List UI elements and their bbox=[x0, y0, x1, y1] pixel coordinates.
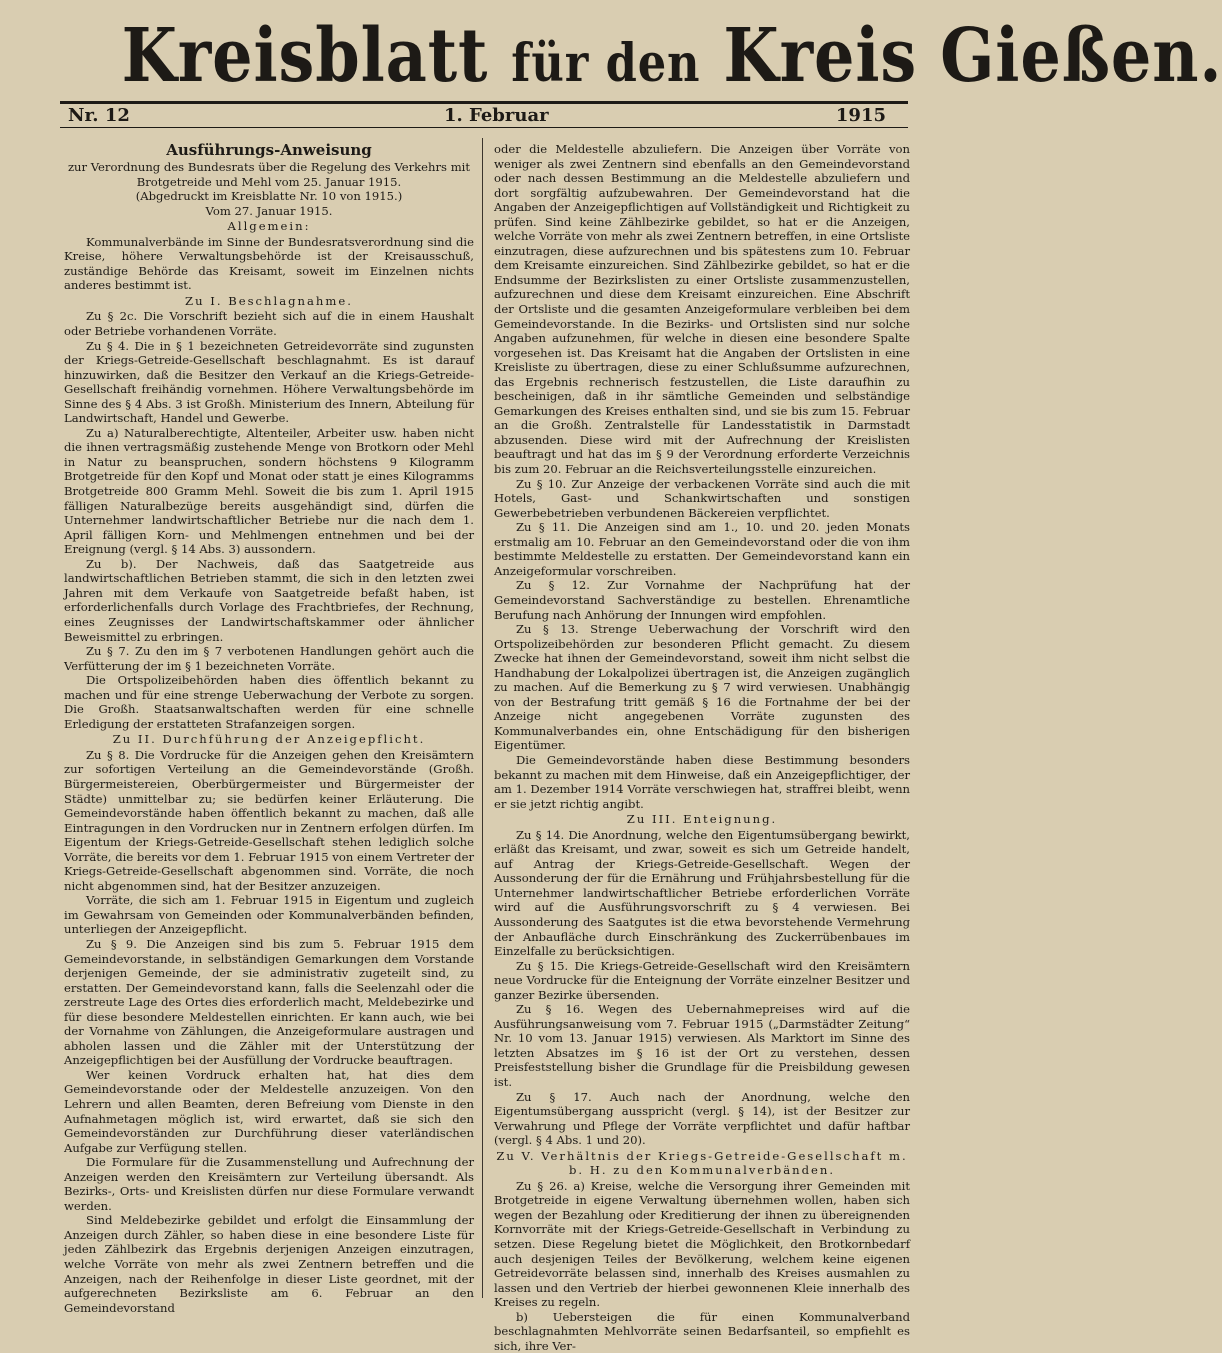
paragraph-17: Zu § 17. Auch nach der Anordnung, welche den Eigentumsübergang ausspricht (vergl. § 14), ist der Besitzer zur Verwahrung und Pflege der Vorräte verpflichtet und dafür haftbar (vergl. § 4 Abs. 1 und 20). bbox=[494, 1089, 910, 1148]
paragraph-16: Zu § 16. Wegen des Uebernahmepreises wird auf die Ausführungsanweisung vom 7. Februar 1915 („Darmstädter Zeitung“ Nr. 10 vom 13. Januar 1915) verwiesen. Als Marktort im Sinne des letzten Absatzes im § 16 ist der Ort zu verstehen, dessen Preisfeststellung bisher die Grundlage für die Preisbildung gewesen ist. bbox=[494, 1002, 910, 1089]
column-divider bbox=[482, 138, 483, 1298]
dateline bbox=[68, 104, 886, 128]
left-column bbox=[64, 141, 474, 1315]
paragraph-vorraete: Vorräte, die sich am 1. Februar 1915 in Eigentum und zugleich im Gewahrsam von Gemeinden oder Kommunalverbänden befinden, unterliegen der Anzeigepflicht. bbox=[64, 893, 474, 937]
section-heading-3: Zu III. Enteignung. bbox=[626, 812, 778, 827]
paragraph-b: Zu b). Der Nachweis, daß das Saatgetreide aus landwirtschaftlichen Betrieben stammt, die sich in den letzten zwei Jahren mit dem Verkaufe von Saatgetreide befaßt haben, ist erforderlichenfalls durch Vorlage des Frachtbriefes, der Rechnung, eines Zeugnisses der Landwirtschaftskammer oder ähnlicher Beweismittel zu erbringen. bbox=[64, 556, 474, 644]
paragraph-7: Zu § 7. Zu den im § 7 verbotenen Handlungen gehört auch die Verfütterung der im § 1 bezeichneten Vorräte. bbox=[64, 644, 474, 673]
paragraph-15: Zu § 15. Die Kriegs-Getreide-Gesellschaft wird den Kreisämtern neue Vordrucke für die Enteignung der Vorräte einzelner Besitzer und ganzer Bezirke übersenden. bbox=[494, 958, 910, 1002]
paragraph-continued: oder die Meldestelle abzuliefern. Die Anzeigen über Vorräte von weniger als zwei Zentnern sind ebenfalls an den Gemeindevorstand oder nach dessen Bestimmung an die Meldestelle abzuliefern und dort sorgfältig aufzubewahren. Der Gemeindevorstand hat die Angaben der Anzeigepflichtigen auf Vollständigkeit und Richtigkeit zu prüfen. Sind keine Zählbezirke gebildet, so hat er die Anzeigen, welche Vorräte von mehr als zwei Zentnern betreffen, in eine Ortsliste einzutragen, diese aufzurechnen und bis spätestens zum 10. Februar dem Kreisamte einzureichen. Sind Zählbezirke gebildet, so hat er die Endsumme der Bezirkslisten zu einer Ortsliste zusammenzustellen, aufzurechnen und diese dem Kreisamt einzureichen. Eine Abschrift der Ortsliste und die gesamten Anzeigeformulare verbleiben bei dem Gemeindevorstande. In die Bezirks- und Ortslisten sind nur solche Angaben aufzunehmen, für welche in diesen eine besondere Spalte vorgesehen ist. Das Kreisamt hat die Angaben der Ortslisten in eine Kreisliste zu übertragen, diese zu einer Schlußsumme aufzurechnen, das Ergebnis rechnerisch festzustellen, die Liste daraufhin zu bescheinigen, daß in ihr sämtliche Gemeinden und selbständige Gemarkungen des Kreises enthalten sind, und sie bis zum 15. Februar an die Großh. Zentralstelle für Landesstatistik in Darmstadt abzusenden. Diese wird mit der Aufrechnung der Kreislisten beauftragt und hat das im § 9 der Verordnung erforderte Verzeichnis bis zum 20. Februar an die Reichsverteilungsstelle einzureichen. bbox=[494, 142, 910, 477]
paragraph-keinen: Wer keinen Vordruck erhalten hat, hat dies dem Gemeindevorstande oder der Meldestelle anzuzeigen. Von den Lehrern und allen Beamten, deren Befreiung vom Dienste in den Aufnahmetagen möglich ist, wird erwartet, daß sie sich den Gemeindevorständen zur Durchführung dieser vaterländischen Aufgabe zur Verfügung stellen. bbox=[64, 1067, 474, 1155]
paragraph-2c: Zu § 2c. Die Vorschrift bezieht sich auf die in einem Haushalt oder Betriebe vorhandenen Vorräte. bbox=[64, 309, 474, 339]
issue-number: Nr. 12 bbox=[68, 105, 130, 126]
general-heading: Allgemein: bbox=[227, 219, 311, 234]
paragraph-26: Zu § 26. a) Kreise, welche die Versorgung ihrer Gemeinden mit Brotgetreide in eigene Verwaltung übernehmen wollen, haben sich wegen der Bezahlung oder Kreditierung der ihnen zu übereignenden Kornvorräte mit der Kriegs-Getreide-Gesellschaft in Verbindung zu setzen. Diese Regelung bietet die Möglichkeit, den Brotkornbedarf auch desjenigen Teiles der Bevölkerung, welchem keine eigenen Getreidevorräte belassen sind, innerhalb des Kreises ausmahlen zu lassen und den Vertrieb der hierbei gewonnenen Kleie innerhalb des Kreises zu regeln. bbox=[494, 1178, 910, 1310]
paragraph-9: Zu § 9. Die Anzeigen sind bis zum 5. Februar 1915 dem Gemeindevorstande, in selbständigen Gemarkungen dem Vorstande derjenigen Gemeinde, der sie administrativ zugeteilt sind, zu erstatten. Der Gemeindevorstand kann, falls die Seelenzahl oder die zerstreute Lage des Ortes dies erforderlich macht, Meldebezirke und für diese besondere Meldestellen einrichten. Er kann auch, wie bei der Vornahme von Zählungen, die Anzeigeformulare austragen und abholen lassen und die Zähler mit der Unterstützung der Anzeigepflichtigen bei der Ausfüllung der Vordrucke beauftragen. bbox=[64, 936, 474, 1068]
paragraph-14: Zu § 14. Die Anordnung, welche den Eigentumsübergang bewirkt, erläßt das Kreisamt, und zwar, soweit es sich um Getreide handelt, auf Antrag der Kriegs-Getreide-Gesellschaft. Wegen der Aussonderung der für die Ernährung und Frühjahrsbestellung für die Unternehmer landwirtschaftlicher Betriebe erforderlichen Vorräte wird auf die Ausführungsvorschrift zu § 4 verwiesen. Bei Aussonderung des Saatgutes ist die etwa bevorstehende Vermehrung der Anbaufläche durch Einschränkung des Zuckerrübenbaues im Einzelfalle zu berücksichtigen. bbox=[494, 827, 910, 959]
paragraph-26b: b) Uebersteigen die für einen Kommunalverband beschlagnahmten Mehlvorräte seinen Bedarfsanteil, so empfiehlt es sich, ihre Ver- bbox=[494, 1309, 910, 1353]
article-subheading: zur Verordnung des Bundesrats über die Regelung des Verkehrs mit Brotgetreide und Mehl vom 25. Januar 1915. bbox=[67, 160, 471, 189]
section-heading-5: Zu V. Verhältnis der Kriegs-Getreide-Gesellschaft m. b. H. zu den Kommunalverbänden. bbox=[496, 1148, 908, 1178]
paragraph-gemeinde: Die Gemeindevorstände haben diese Bestimmung besonders bekannt zu machen mit dem Hinweise, daß ein Anzeigepflichtiger, der am 1. Dezember 1914 Vorräte verschwiegen hat, straffrei bleibt, wenn er sie jetzt richtig angibt. bbox=[494, 752, 910, 811]
masthead-title bbox=[121, 12, 1222, 100]
masthead-title-part-1: Kreisblatt bbox=[121, 13, 489, 99]
masthead-title-part-3: Kreis Gießen. bbox=[723, 13, 1222, 99]
masthead-title-part-2: für den bbox=[511, 33, 701, 94]
section-heading-2: Zu II. Durchführung der Anzeigepflicht. bbox=[112, 732, 426, 747]
paragraph-12: Zu § 12. Zur Vornahme der Nachprüfung hat der Gemeindevorstand Sachverständige zu bestellen. Ehrenamtliche Berufung nach Anhörung der Innungen wird empfohlen. bbox=[494, 578, 910, 622]
masthead-rule-bottom bbox=[60, 127, 908, 128]
reprint-note: (Abgedruckt im Kreisblatte Nr. 10 von 1915.) bbox=[135, 189, 403, 204]
paragraph-general: Kommunalverbände im Sinne der Bundesratsverordnung sind die Kreise, höhere Verwaltungsbehörde ist der Kreisausschuß, zuständige Behörde das Kreisamt, soweit im Einzelnen nichts anderes bestimmt ist. bbox=[64, 234, 474, 293]
issue-year: 1915 bbox=[835, 105, 886, 126]
section-heading-1: Zu I. Beschlagnahme. bbox=[185, 293, 353, 308]
issue-date: 1. Februar bbox=[444, 105, 549, 126]
paragraph-a: Zu a) Naturalberechtigte, Altenteiler, Arbeiter usw. haben nicht die ihnen vertragsmäßig zustehende Menge von Brotkorn oder Mehl in Natur zu beanspruchen, sondern höchstens 9 Kilogramm Brotgetreide für den Kopf und Monat oder statt je eines Kilogramms Brotgetreide 800 Gramm Mehl. Soweit die bis zum 1. April 1915 fälligen Naturalbezüge bereits ausgehändigt sind, dürfen die Unternehmer landwirtschaftlicher Betriebe nur die nach dem 1. April fälligen Korn- und Mehlmengen entnehmen und bei der Ereignung (vergl. § 14 Abs. 3) aussondern. bbox=[64, 425, 474, 557]
right-column bbox=[494, 142, 910, 1353]
paragraph-8: Zu § 8. Die Vordrucke für die Anzeigen gehen den Kreisämtern zur sofortigen Verteilung an die Gemeindevorstände (Großh. Bürgermeistereien, Oberbürgermeister und Bürgermeister der Städte) unmittelbar zu; sie bedürfen keiner Erläuterung. Die Gemeindevorstände haben öffentlich bekannt zu machen, daß alle Eintragungen in den Vordrucken nur in Zentnern erfolgen dürfen. Im Eigentum der Kriegs-Getreide-Gesellschaft stehen lediglich solche Vorräte, die bereits vor dem 1. Februar 1915 von einem Vertreter der Kriegs-Getreide-Gesellschaft abgenommen sind. Vorräte, die noch nicht abgenommen sind, hat der Besitzer anzuzeigen. bbox=[64, 747, 474, 893]
paragraph-polizei: Die Ortspolizeibehörden haben dies öffentlich bekannt zu machen und für eine strenge Ueberwachung der Verbote zu sorgen. Die Großh. Staatsanwaltschaften werden für eine schnelle Erledigung der erstatteten Strafanzeigen sorgen. bbox=[64, 673, 474, 731]
paragraph-11: Zu § 11. Die Anzeigen sind am 1., 10. und 20. jeden Monats erstmalig am 10. Februar an den Gemeindevorstand oder die von ihm bestimmte Meldestelle zu erstatten. Der Gemeindevorstand kann ein Anzeigeformular vorschreiben. bbox=[494, 520, 910, 578]
paragraph-formulare: Die Formulare für die Zusammenstellung und Aufrechnung der Anzeigen werden den Kreisämtern zur Verteilung übersandt. Als Bezirks-, Orts- und Kreislisten dürfen nur diese Formulare verwandt werden. bbox=[64, 1155, 474, 1213]
paragraph-4: Zu § 4. Die in § 1 bezeichneten Getreidevorräte sind zugunsten der Kriegs-Getreide-Gesellschaft beschlagnahmt. Es ist darauf hinzuwirken, daß die Besitzer den Verkauf an die Kriegs-Getreide-Gesellschaft freihändig vornehmen. Höhere Verwaltungsbehörde im Sinne des § 4 Abs. 3 ist Großh. Ministerium des Innern, Abteilung für Landwirtschaft, Handel und Gewerbe. bbox=[64, 338, 474, 426]
paragraph-13: Zu § 13. Strenge Ueberwachung der Vorschrift wird den Ortspolizeibehörden zur besonderen Pflicht gemacht. Zu diesem Zwecke hat ihnen der Gemeindevorstand, soweit ihm nicht selbst die Handhabung der Lokalpolizei übertragen ist, die Anzeigen zugänglich zu machen. Auf die Bemerkung zu § 7 wird verwiesen. Unabhängig von der Bestrafung tritt gemäß § 16 die Fortnahme der bei der Anzeige nicht angegebenen Vorräte zugunsten des Kommunalverbandes ein, ohne Entschädigung für den bisherigen Eigentümer. bbox=[494, 622, 910, 753]
date-note: Vom 27. Januar 1915. bbox=[205, 203, 333, 218]
paragraph-meldebezirke: Sind Meldebezirke gebildet und erfolgt die Einsammlung der Anzeigen durch Zähler, so haben diese in eine besondere Liste für jeden Zählbezirk das Ergebnis derjenigen Anzeigen einzutragen, welche Vorräte von mehr als zwei Zentnern betreffen und die Anzeigen, nach der Reihenfolge in dieser Liste geordnet, mit der aufgerechneten Bezirksliste am 6. Februar an den Gemeindevorstand bbox=[64, 1213, 474, 1315]
paragraph-10: Zu § 10. Zur Anzeige der verbackenen Vorräte sind auch die mit Hotels, Gast- und Schankwirtschaften und sonstigen Gewerbebetrieben verbundenen Bäckereien verpflichtet. bbox=[494, 476, 910, 520]
article-heading: Ausführungs-Anweisung bbox=[166, 141, 372, 159]
